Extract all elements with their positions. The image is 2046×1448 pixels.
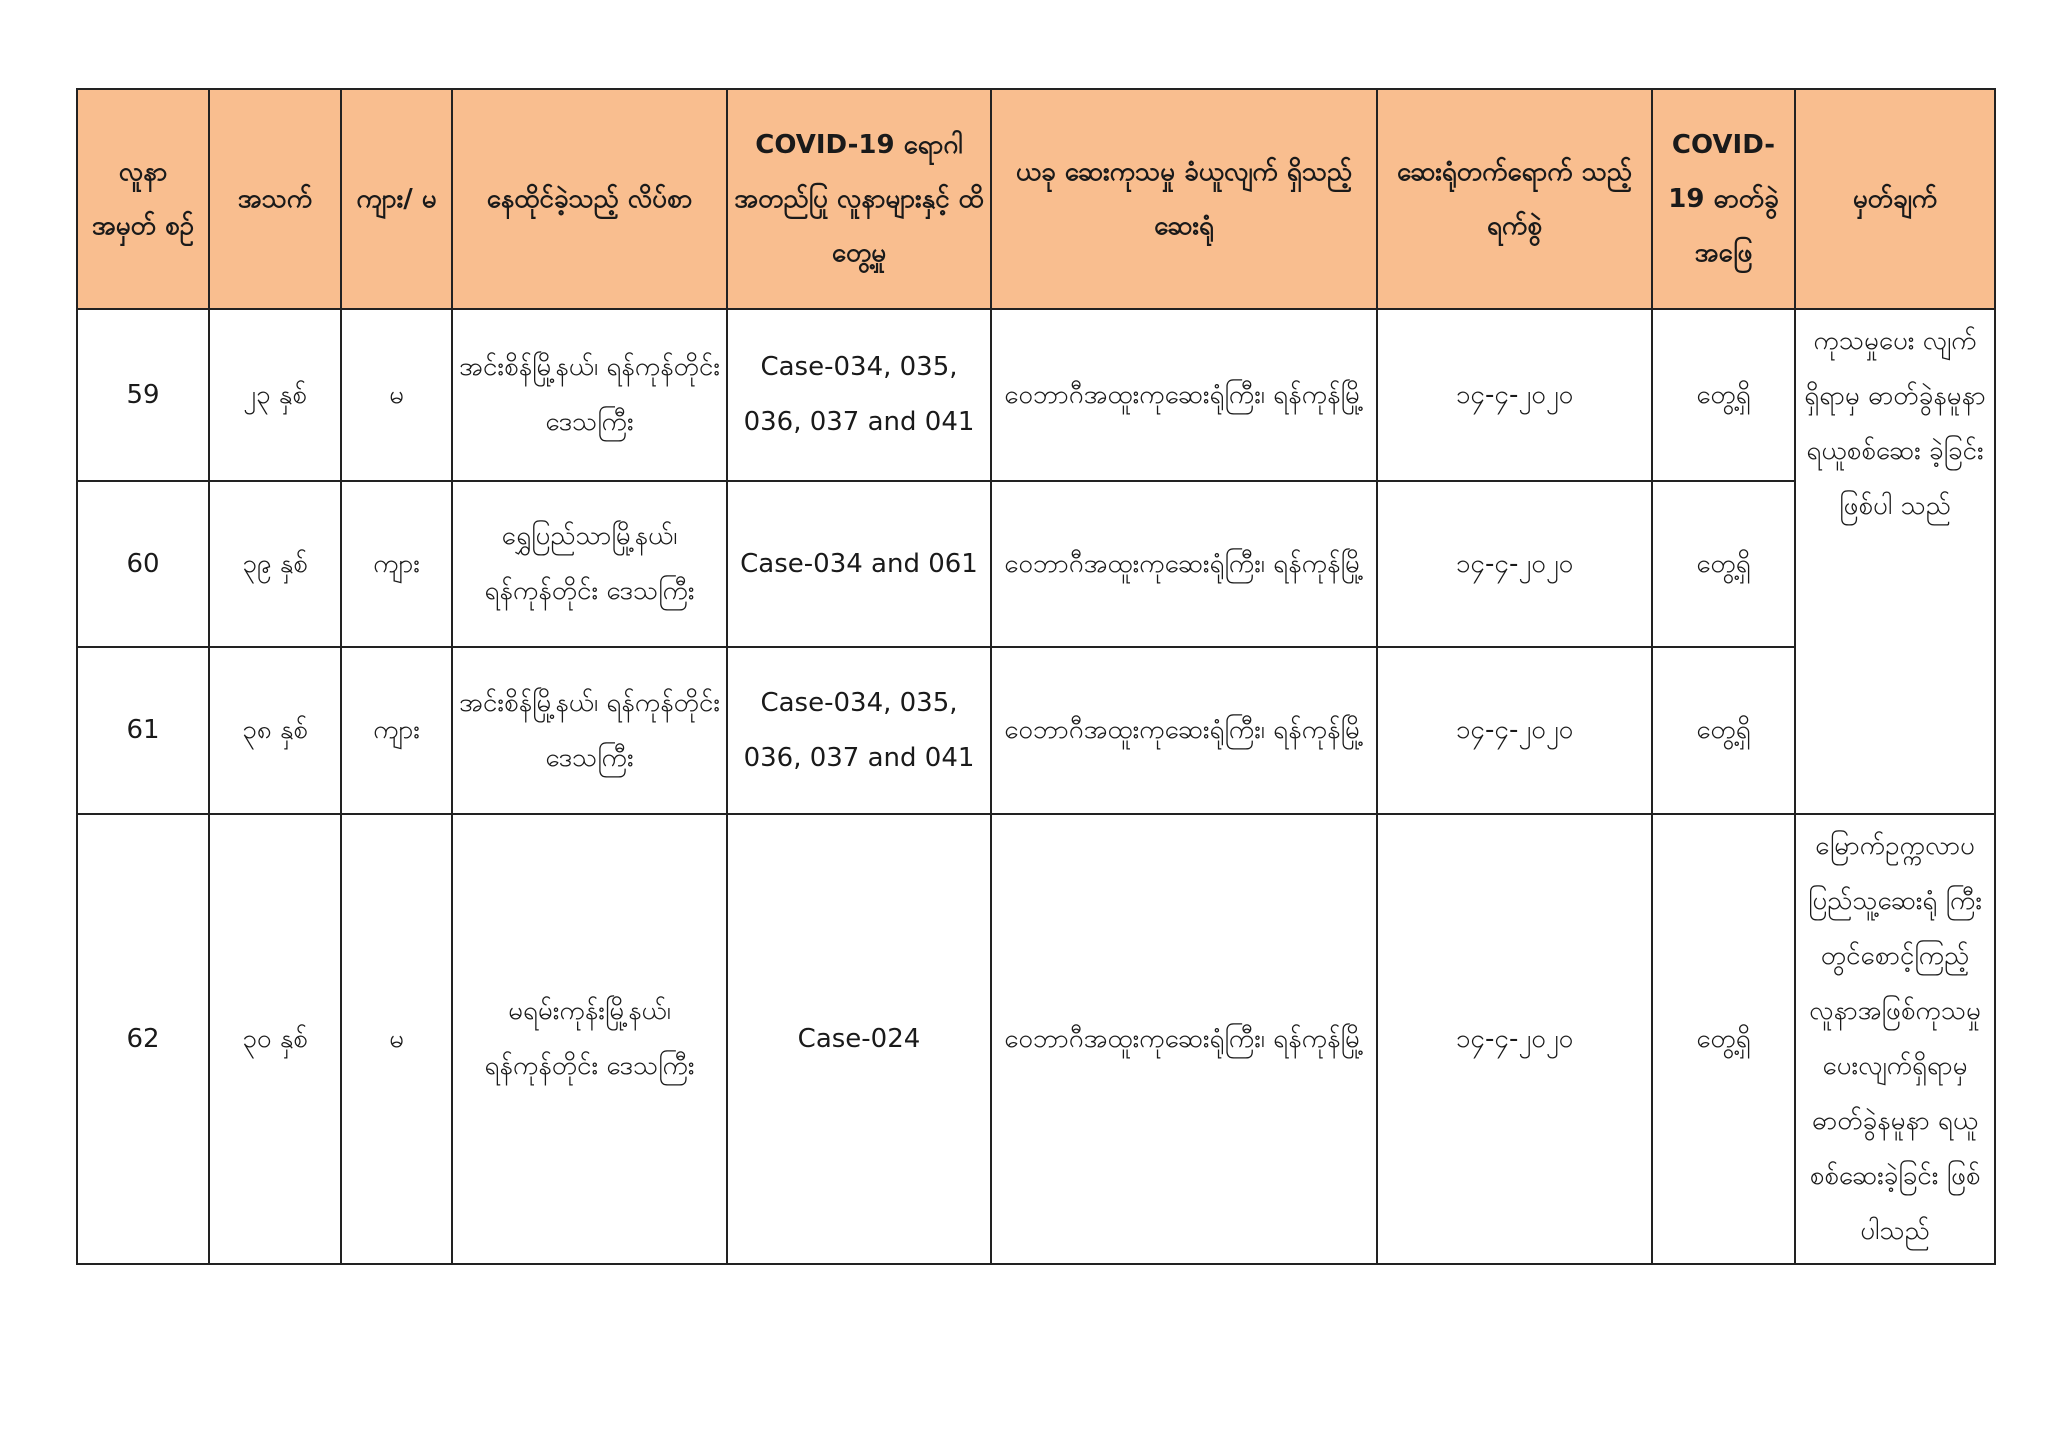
cell-age: ၃၉ နှစ် <box>209 481 341 647</box>
cell-age: ၂၃ နှစ် <box>209 309 341 481</box>
cell-sex: ကျား <box>341 481 452 647</box>
header-admission-date: ဆေးရုံတက်ရောက် သည့်ရက်စွဲ <box>1377 89 1652 309</box>
cell-test-result: တွေ့ရှိ <box>1652 814 1795 1264</box>
table-row <box>77 309 1995 481</box>
table-row <box>77 814 1995 1264</box>
cell-sex: မ <box>341 309 452 481</box>
header-test-result: COVID-19 ဓာတ်ခွဲ အဖြေ <box>1652 89 1795 309</box>
cell-address: မရမ်းကုန်းမြို့နယ်၊ ရန်ကုန်တိုင်း ဒေသကြီး <box>452 814 727 1264</box>
cell-patient-number: 61 <box>77 647 209 814</box>
cell-admission-date: ၁၄-၄-၂၀၂၀ <box>1377 814 1652 1264</box>
cell-test-result: တွေ့ရှိ <box>1652 647 1795 814</box>
cell-test-result: တွေ့ရှိ <box>1652 481 1795 647</box>
cell-address: အင်းစိန်မြို့နယ်၊ ရန်ကုန်တိုင်း ဒေသကြီး <box>452 647 727 814</box>
table-row <box>77 481 1995 647</box>
header-address: နေထိုင်ခဲ့သည့် လိပ်စာ <box>452 89 727 309</box>
header-row <box>77 89 1995 309</box>
header-sex: ကျား/ မ <box>341 89 452 309</box>
cell-age: ၃၈ နှစ် <box>209 647 341 814</box>
cell-contact: Case-034, 035, 036, 037 and 041 <box>727 309 991 481</box>
header-patient-number: လူနာ အမှတ် စဉ် <box>77 89 209 309</box>
cell-patient-number: 62 <box>77 814 209 1264</box>
cell-admission-date: ၁၄-၄-၂၀၂၀ <box>1377 647 1652 814</box>
cell-sex: မ <box>341 814 452 1264</box>
cell-test-result: တွေ့ရှိ <box>1652 309 1795 481</box>
cell-remarks: မြောက်ဥက္ကလာပ ပြည်သူ့ဆေးရုံ ကြီးတွင်စောင့်ကြည့် လူနာအဖြစ်ကုသမှု ပေးလျက်ရှိရာမှ ဓာတ်ခွဲနမူနာ ရယူ စစ်ဆေးခဲ့ခြင်း ဖြစ်ပါသည် <box>1795 814 1995 1264</box>
header-remarks: မှတ်ချက် <box>1795 89 1995 309</box>
cell-admission-date: ၁၄-၄-၂၀၂၀ <box>1377 309 1652 481</box>
cell-admission-date: ၁၄-၄-၂၀၂၀ <box>1377 481 1652 647</box>
cell-remarks: ကုသမှုပေး လျက် ရှိရာမှ ဓာတ်ခွဲနမူနာ ရယူစစ်ဆေး ခဲ့ခြင်းဖြစ်ပါ သည် <box>1795 309 1995 814</box>
cell-age: ၃၀ နှစ် <box>209 814 341 1264</box>
header-contact: COVID-19 ရောဂါအတည်ပြု လူနာများနှင့် ထိတွေ့မှု <box>727 89 991 309</box>
cell-hospital: ဝေဘာဂီအထူးကုဆေးရုံကြီး၊ ရန်ကုန်မြို့ <box>991 647 1377 814</box>
cell-hospital: ဝေဘာဂီအထူးကုဆေးရုံကြီး၊ ရန်ကုန်မြို့ <box>991 481 1377 647</box>
cell-contact: Case-024 <box>727 814 991 1264</box>
cell-contact: Case-034 and 061 <box>727 481 991 647</box>
covid-case-table <box>76 88 1996 1265</box>
cell-patient-number: 60 <box>77 481 209 647</box>
header-hospital: ယခု ဆေးကုသမှု ခံယူလျက် ရှိသည့် ဆေးရုံ <box>991 89 1377 309</box>
table-row <box>77 647 1995 814</box>
cell-contact: Case-034, 035, 036, 037 and 041 <box>727 647 991 814</box>
cell-hospital: ဝေဘာဂီအထူးကုဆေးရုံကြီး၊ ရန်ကုန်မြို့ <box>991 814 1377 1264</box>
cell-hospital: ဝေဘာဂီအထူးကုဆေးရုံကြီး၊ ရန်ကုန်မြို့ <box>991 309 1377 481</box>
cell-address: ရွှေပြည်သာမြို့နယ်၊ ရန်ကုန်တိုင်း ဒေသကြီး <box>452 481 727 647</box>
header-age: အသက် <box>209 89 341 309</box>
cell-sex: ကျား <box>341 647 452 814</box>
cell-patient-number: 59 <box>77 309 209 481</box>
cell-address: အင်းစိန်မြို့နယ်၊ ရန်ကုန်တိုင်း ဒေသကြီး <box>452 309 727 481</box>
